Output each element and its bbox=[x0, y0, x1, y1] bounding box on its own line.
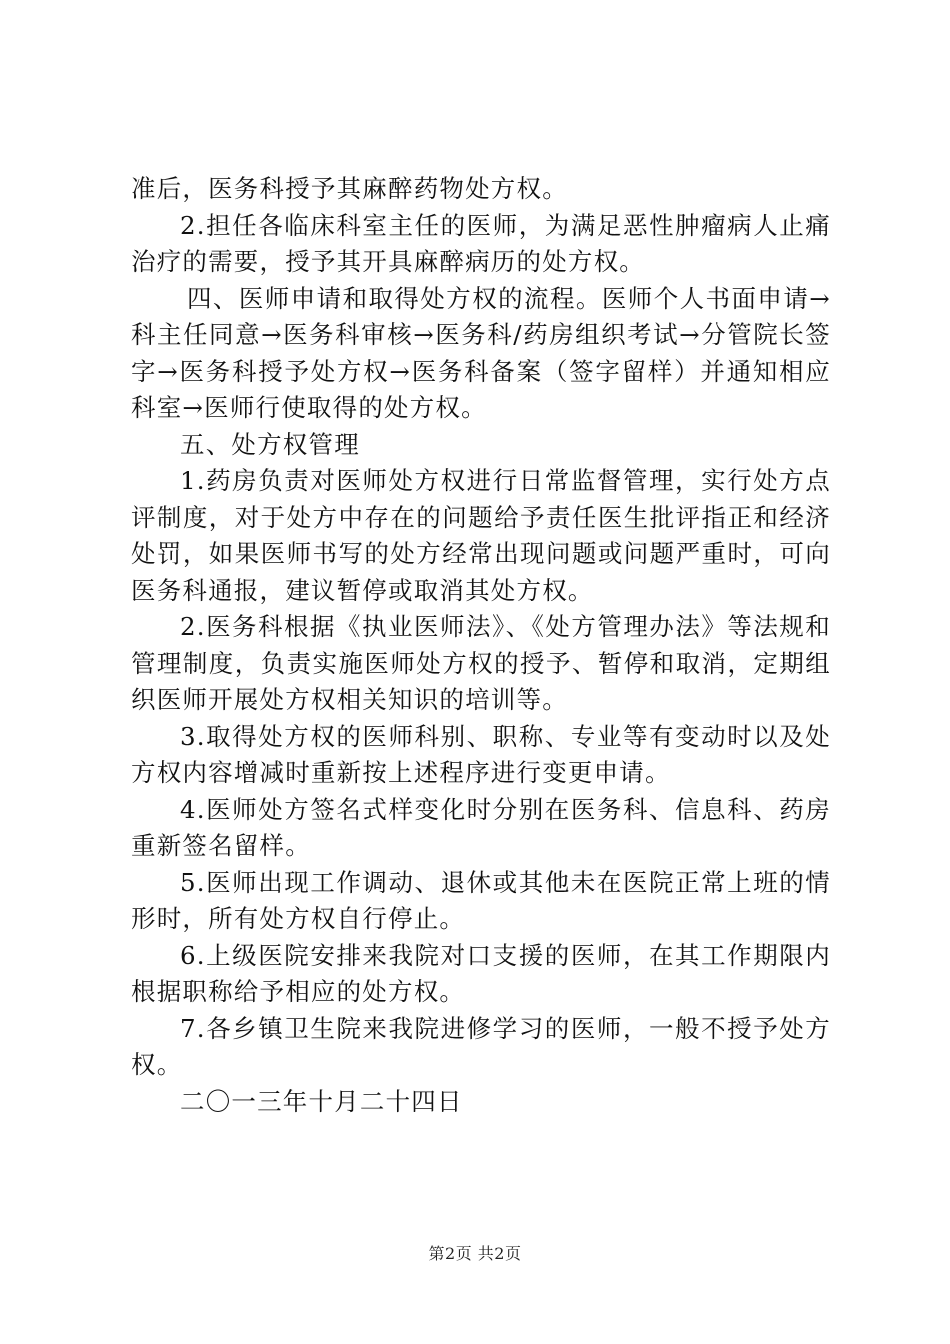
paragraph-continuation: 准后，医务科授予其麻醉药物处方权。 bbox=[131, 174, 568, 203]
document-date: 二〇一三年十月二十四日 bbox=[180, 1086, 463, 1116]
document-body bbox=[131, 171, 831, 1120]
section-five-heading: 五、处方权管理 bbox=[180, 429, 360, 459]
paragraph-item-2-director: 2.担任各临床科室主任的医师，为满足恶性肿瘤病人止痛治疗的需要，授予其开具麻醉病历的处方权。 bbox=[131, 210, 831, 276]
page-number-footer: 第2页 共2页 bbox=[428, 1244, 522, 1263]
paragraph-item-1-pharmacy: 1.药房负责对医师处方权进行日常监督管理，实行处方点评制度，对于处方中存在的问题给予责任医生批评指正和经济处罚，如果医师书写的处方经常出现问题或问题严重时，可向医务科通报，建议暂停或取消其处方权。 bbox=[131, 466, 831, 605]
paragraph-item-6-support: 6.上级医院安排来我院对口支援的医师，在其工作期限内根据职称给予相应的处方权。 bbox=[131, 940, 831, 1006]
paragraph-item-7-trainees: 7.各乡镇卫生院来我院进修学习的医师，一般不授予处方权。 bbox=[131, 1013, 831, 1079]
paragraph-item-2-medical-affairs: 2.医务科根据《执业医师法》、《处方管理办法》等法规和管理制度，负责实施医师处方权的授予、暂停和取消，定期组织医师开展处方权相关知识的培训等。 bbox=[131, 612, 831, 714]
paragraph-item-4-signature: 4.医师处方签名式样变化时分别在医务科、信息科、药房重新签名留样。 bbox=[131, 794, 831, 860]
paragraph-item-3-changes: 3.取得处方权的医师科别、职称、专业等有变动时以及处方权内容增减时重新按上述程序进行变更申请。 bbox=[131, 721, 831, 787]
section-four-process: 四、医师申请和取得处方权的流程。医师个人书面申请→科主任同意→医务科审核→医务科/药房组织考试→分管院长签字→医务科授予处方权→医务科备案（签字留样）并通知相应科室→医师行使取得的处方权。 bbox=[131, 283, 831, 422]
paragraph-item-5-suspension: 5.医师出现工作调动、退休或其他未在医院正常上班的情形时，所有处方权自行停止。 bbox=[131, 867, 831, 933]
